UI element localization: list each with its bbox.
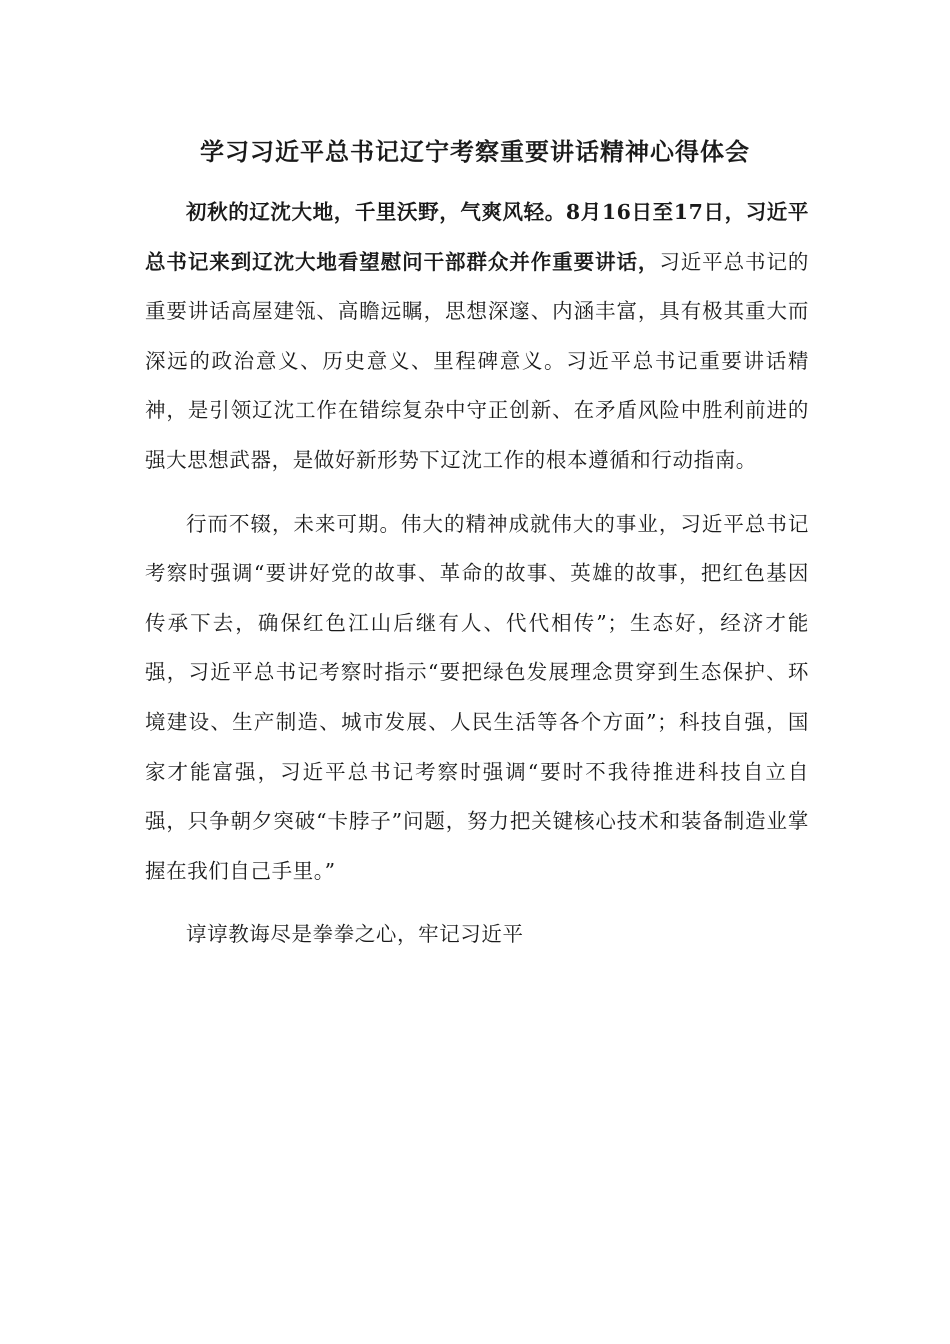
paragraph-1 [145,188,809,486]
paragraph-1-text: 习近平总书记的重要讲话高屋建瓴、高瞻远瞩，思想深邃、内涵丰富，具有极其重大而深远的政治意义、历史意义、里程碑意义。习近平总书记重要讲话精神，是引领辽沈工作在错综复杂中守正创新、在矛盾风险中胜利前进的强大思想武器，是做好新形势下辽沈工作的根本遵循和行动指南。 [145,249,809,472]
paragraph-2: 行而不辍，未来可期。伟大的精神成就伟大的事业，习近平总书记考察时强调“要讲好党的故事、革命的故事、英雄的故事，把红色基因传承下去，确保红色江山后继有人、代代相传”；生态好，经济才能强，习近平总书记考察时指示“要把绿色发展理念贯穿到生态保护、环境建设、生产制造、城市发展、人民生活等各个方面”；科技自强，国家才能富强，习近平总书记考察时强调“要时不我待推进科技自立自强，只争朝夕突破“卡脖子”问题，努力把关键核心技术和装备制造业掌握在我们自己手里。” [145,511,809,883]
paragraph-3: 谆谆教诲尽是拳拳之心，牢记习近平 [186,922,524,947]
document-body [145,188,809,960]
document-title: 学习习近平总书记辽宁考察重要讲话精神心得体会 [200,137,750,166]
paragraph-1-bold-lead: 初秋的辽沈大地，千里沃野，气爽风轻。8月16日至17日，习近平总书记来到辽沈大地看望慰问干部群众并作重要讲话， [145,200,809,274]
